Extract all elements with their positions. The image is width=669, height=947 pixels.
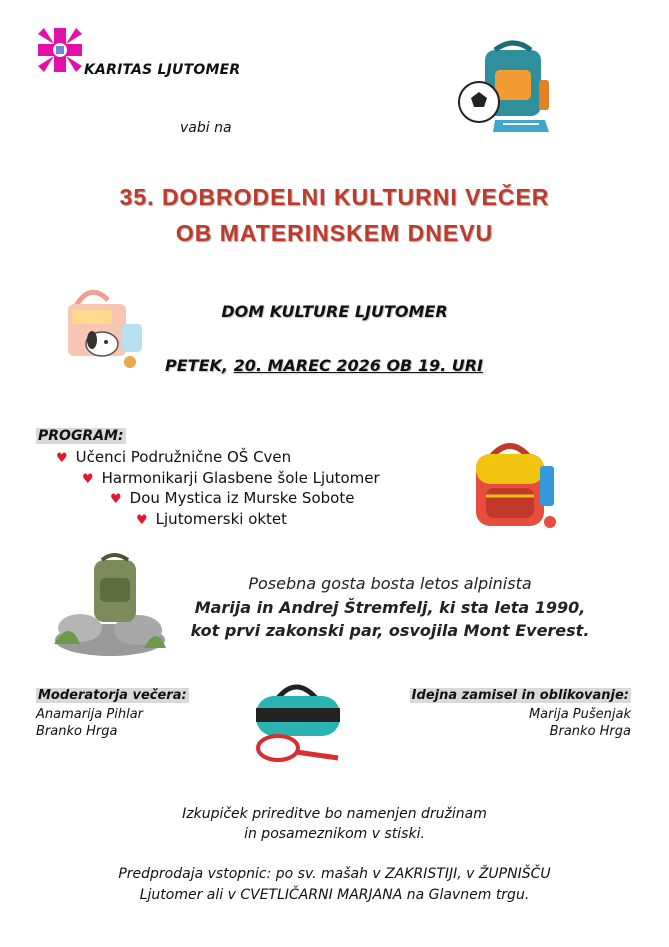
designer-name: Branko Hrga (549, 724, 631, 739)
bag-dog-icon (62, 282, 147, 372)
invite-text: vabi na (180, 120, 232, 136)
date-prefix: PETEK, (165, 356, 228, 375)
venue-text: DOM KULTURE LJUTOMER (221, 302, 448, 321)
heart-bullet-icon: ♥ (56, 451, 68, 466)
footer-line4: Ljutomer ali v CVETLIČARNI MARJANA na Glavnem trgu. (139, 887, 530, 903)
program-item: ♥ Učenci Podružnične OŠ Cven (56, 448, 292, 466)
program-heading: PROGRAM: (38, 428, 124, 444)
moderators-heading: Moderatorja večera: (38, 688, 187, 703)
footer-line3: Predprodaja vstopnic: po sv. mašah v ZAKRISTIJI, v ŽUPNIŠČU (118, 866, 551, 882)
heart-bullet-icon: ♥ (110, 492, 122, 507)
heart-bullet-icon: ♥ (82, 472, 94, 487)
program-item: ♥ Dou Mystica iz Murske Sobote (110, 489, 355, 507)
footer-line1: Izkupiček prireditve bo namenjen družinam (182, 806, 487, 822)
caritas-logo-icon (36, 26, 84, 74)
organization-name: KARITAS LJUTOMER (84, 62, 241, 78)
designer-name: Marija Pušenjak (528, 707, 631, 722)
guests-line3: kot prvi zakonski par, osvojila Mont Everest. (190, 621, 590, 640)
program-item: ♥ Harmonikarji Glasbene šole Ljutomer (82, 469, 380, 487)
footer-line2: in posameznikom v stiski. (244, 826, 425, 842)
date-text: 20. MAREC 2026 OB 19. URI (233, 356, 483, 375)
moderator-name: Branko Hrga (36, 724, 118, 739)
event-date (165, 356, 483, 375)
program-item: ♥ Ljutomerski oktet (136, 510, 288, 528)
design-heading: Idejna zamisel in oblikovanje: (411, 688, 629, 703)
backpack-ball-icon (455, 40, 555, 140)
sports-bag-racket-icon (248, 672, 348, 764)
guests-line2: Marija in Andrej Štremfelj, ki sta leta 1990, (194, 598, 586, 617)
event-title-line1: 35. DOBRODELNI KULTURNI VEČER (119, 184, 550, 210)
heart-bullet-icon: ♥ (136, 513, 148, 528)
guests-line1: Posebna gosta bosta letos alpinista (248, 574, 532, 593)
event-title-line2: OB MATERINSKEM DNEVU (175, 220, 494, 246)
red-backpack-icon (462, 436, 562, 536)
moderator-name: Anamarija Pihlar (36, 707, 144, 722)
